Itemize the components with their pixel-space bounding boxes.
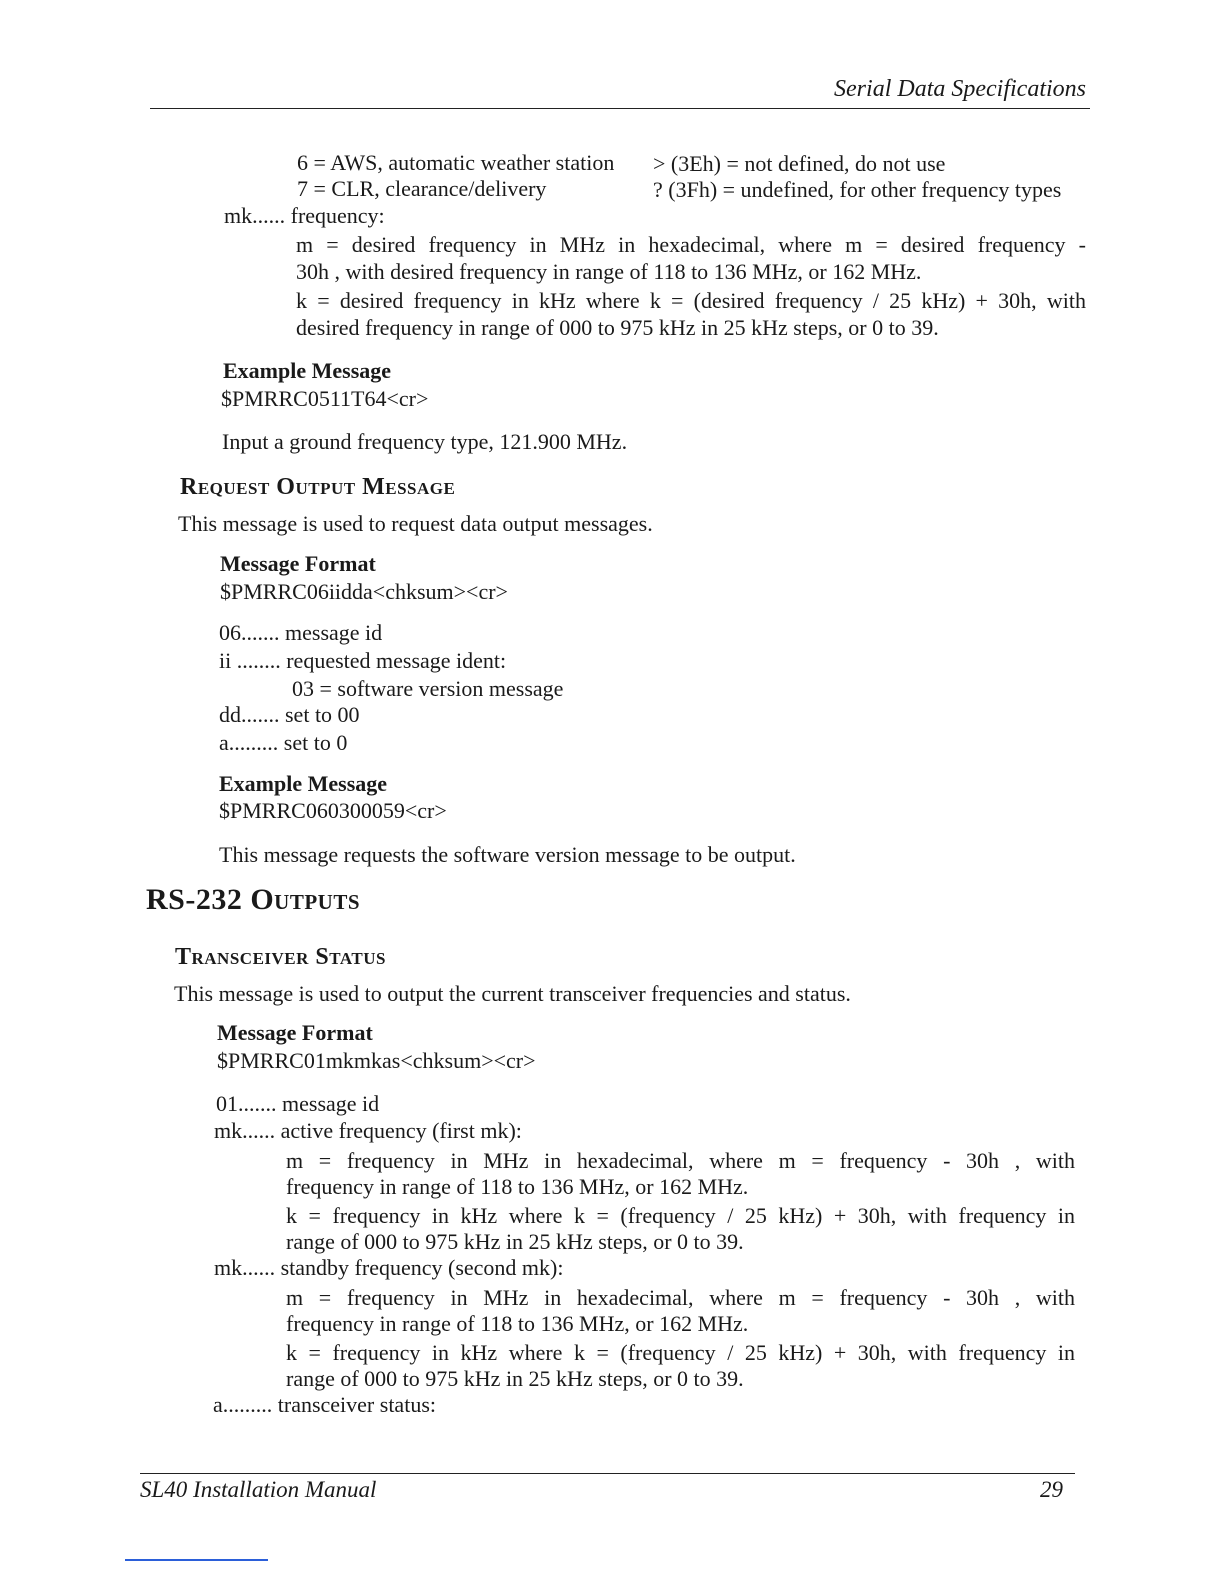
- request-example-code: $PMRRC060300059<cr>: [219, 798, 447, 823]
- mk-k-definition-line2: desired frequency in range of 000 to 975 kHz in 25 kHz steps, or 0 to 39.: [296, 315, 939, 340]
- mk-k-definition-line1: k = desired frequency in kHz where k = (desired frequency / 25 kHz) + 30h, with: [296, 288, 1086, 313]
- example-message-description: Input a ground frequency type, 121.900 MHz.: [222, 429, 628, 454]
- request-field-a: a......... set to 0: [219, 730, 348, 755]
- mk-m-definition-line2: 30h , with desired frequency in range of 118 to 136 MHz, or 162 MHz.: [296, 259, 922, 284]
- type-list-left-0: 6 = AWS, automatic weather station: [297, 150, 615, 175]
- request-field-ident-value: 03 = software version message: [292, 676, 564, 701]
- request-output-heading: Request Output Message: [180, 474, 456, 500]
- transceiver-active-m-line1: m = frequency in MHz in hexadecimal, where m = frequency - 30h , with: [286, 1148, 1075, 1173]
- header-rule: [150, 108, 1090, 109]
- transceiver-standby-label: mk...... standby frequency (second mk):: [214, 1255, 564, 1280]
- request-field-ident: ii ........ requested message ident:: [219, 648, 507, 673]
- example-message-code: $PMRRC0511T64<cr>: [221, 386, 429, 411]
- transceiver-status-intro: This message is used to output the current transceiver frequencies and status.: [174, 981, 851, 1006]
- request-output-intro: This message is used to request data output messages.: [178, 511, 653, 536]
- footer-rule: [140, 1473, 1075, 1474]
- running-header: Serial Data Specifications: [834, 76, 1086, 102]
- request-example-heading: Example Message: [219, 771, 388, 796]
- request-field-dd: dd....... set to 00: [219, 702, 360, 727]
- transceiver-active-label: mk...... active frequency (first mk):: [214, 1118, 522, 1143]
- transceiver-status-field: a......... transceiver status:: [213, 1392, 436, 1417]
- transceiver-status-heading: Transceiver Status: [175, 944, 386, 970]
- transceiver-format-heading: Message Format: [217, 1020, 373, 1045]
- transceiver-active-m-line2: frequency in range of 118 to 136 MHz, or 162 MHz.: [286, 1174, 749, 1199]
- type-list-right-1: ? (3Fh) = undefined, for other frequency types: [653, 177, 1062, 202]
- request-example-description: This message requests the software version message to be output.: [219, 842, 796, 867]
- transceiver-standby-m-line2: frequency in range of 118 to 136 MHz, or 162 MHz.: [286, 1311, 749, 1336]
- type-list-left-1: 7 = CLR, clearance/delivery: [297, 176, 547, 201]
- transceiver-standby-k-line1: k = frequency in kHz where k = (frequency / 25 kHz) + 30h, with frequency in: [286, 1340, 1075, 1365]
- transceiver-field-id: 01....... message id: [216, 1091, 380, 1116]
- transceiver-standby-m-line1: m = frequency in MHz in hexadecimal, where m = frequency - 30h , with: [286, 1285, 1075, 1310]
- mk-m-definition-line1: m = desired frequency in MHz in hexadecimal, where m = desired frequency -: [296, 232, 1086, 257]
- footer-manual-title: SL40 Installation Manual: [140, 1477, 377, 1502]
- request-field-id: 06....... message id: [219, 620, 383, 645]
- mk-frequency-label: mk...... frequency:: [224, 203, 385, 228]
- transceiver-standby-k-line2: range of 000 to 975 kHz in 25 kHz steps, or 0 to 39.: [286, 1366, 744, 1391]
- footer-page-number: 29: [1040, 1477, 1063, 1502]
- type-list-right-0: > (3Eh) = not defined, do not use: [653, 151, 946, 176]
- bottom-link-underline: [125, 1559, 268, 1561]
- request-format-heading: Message Format: [220, 551, 376, 576]
- request-format-code: $PMRRC06iidda<chksum><cr>: [220, 579, 508, 604]
- transceiver-format-code: $PMRRC01mkmkas<chksum><cr>: [217, 1048, 536, 1073]
- rs232-outputs-heading: RS-232 Outputs: [146, 883, 361, 916]
- transceiver-active-k-line1: k = frequency in kHz where k = (frequency / 25 kHz) + 30h, with frequency in: [286, 1203, 1075, 1228]
- example-message-heading: Example Message: [223, 358, 392, 383]
- transceiver-active-k-line2: range of 000 to 975 kHz in 25 kHz steps, or 0 to 39.: [286, 1229, 744, 1254]
